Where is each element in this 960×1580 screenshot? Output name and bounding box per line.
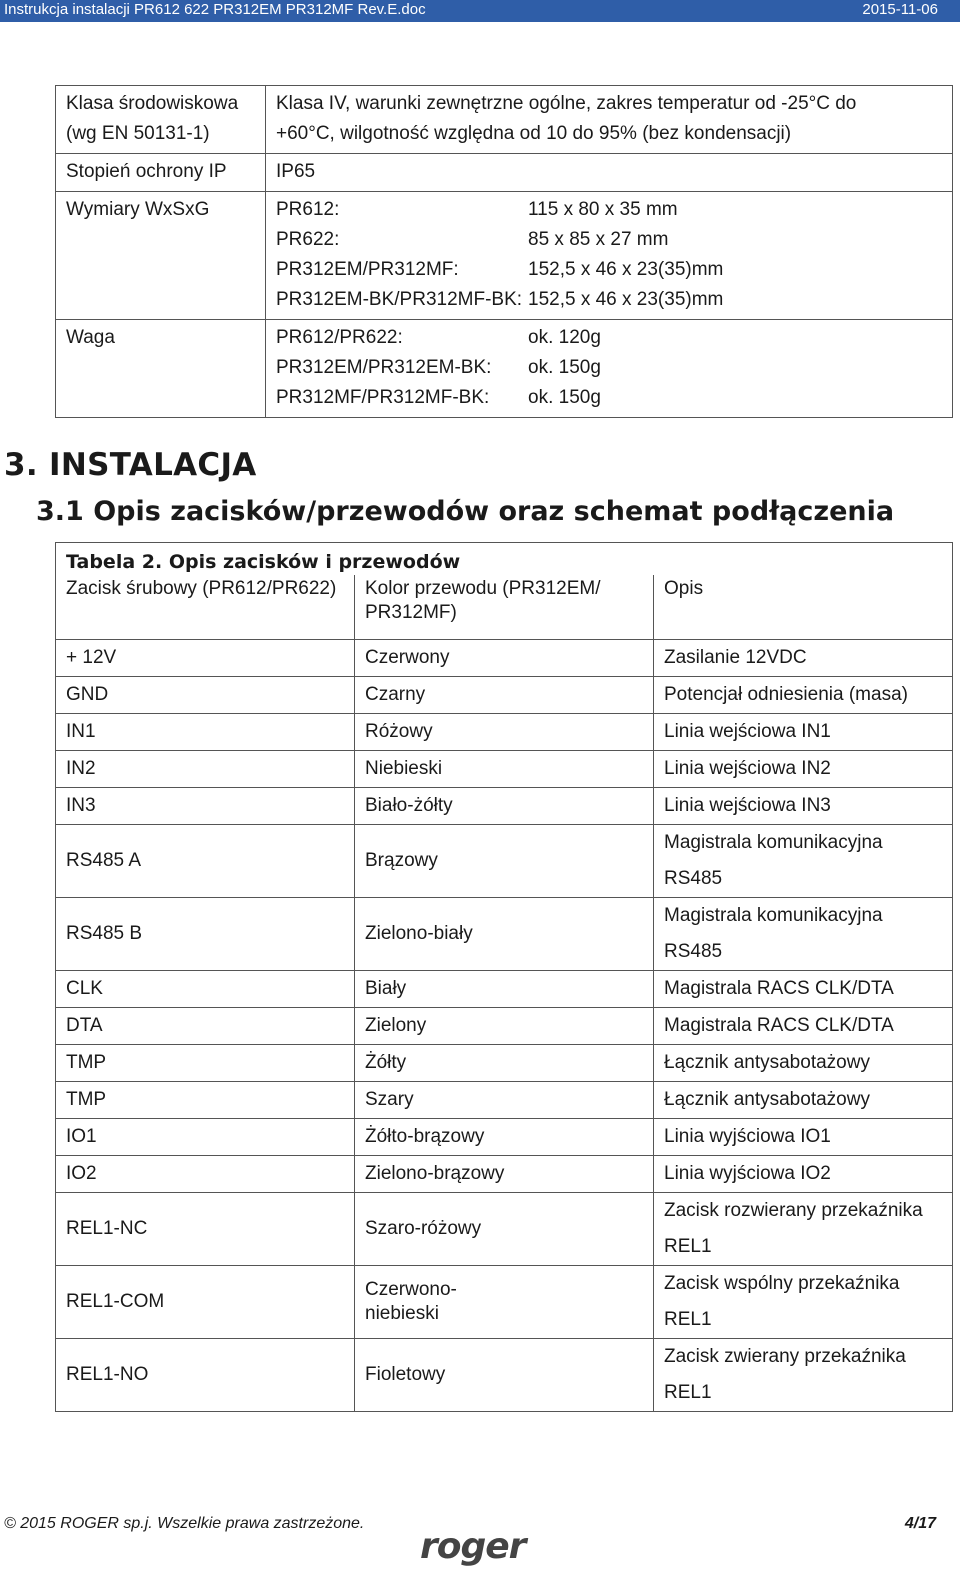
terminal-cell: IO1	[56, 1119, 355, 1156]
specification-table	[55, 85, 953, 418]
table-row	[56, 1008, 953, 1045]
terminal-cell: RS485 A	[56, 825, 355, 898]
description-cell: Magistrala komunikacyjna RS485	[654, 898, 953, 971]
spec-label: Stopień ochrony IP	[56, 154, 266, 192]
footer-page-number: 4/17	[904, 1515, 936, 1532]
wire-color-cell: Szaro-różowy	[355, 1193, 654, 1266]
terminal-cell: CLK	[56, 971, 355, 1008]
spec-value: Klasa IV, warunki zewnętrzne ogólne, zakres temperatur od -25°C do	[276, 93, 857, 114]
spec-row-environment-class	[56, 86, 953, 154]
spec-row-weight	[56, 320, 953, 418]
description-cell: Magistrala komunikacyjna RS485	[654, 825, 953, 898]
subsection-heading: 3.1 Opis zacisków/przewodów oraz schemat podłączenia	[36, 496, 895, 527]
wire-color-cell: Szary	[355, 1082, 654, 1119]
table-row	[56, 971, 953, 1008]
description-cell: Zasilanie 12VDC	[654, 640, 953, 677]
terminal-cell: RS485 B	[56, 898, 355, 971]
dimension-entry: PR312EM-BK/PR312MF-BK: 152,5 x 46 x 23(35)mm	[276, 289, 724, 310]
description-cell: Łącznik antysabotażowy	[654, 1082, 953, 1119]
description-cell: Łącznik antysabotażowy	[654, 1045, 953, 1082]
spec-label: Wymiary WxSxG	[56, 192, 266, 320]
terminal-cell: IN3	[56, 788, 355, 825]
table-row	[56, 1156, 953, 1193]
wire-color-cell: Żółty	[355, 1045, 654, 1082]
wire-color-cell: Różowy	[355, 714, 654, 751]
description-cell: Linia wyjściowa IO1	[654, 1119, 953, 1156]
spec-label: Klasa środowiskowa	[66, 93, 239, 114]
document-header-bar	[0, 0, 960, 22]
table-caption: Tabela 2. Opis zacisków i przewodów	[56, 543, 953, 576]
roger-logo: roger	[420, 1526, 526, 1567]
terminal-cell: IO2	[56, 1156, 355, 1193]
terminal-cell: TMP	[56, 1045, 355, 1082]
dimension-entry: PR622: 85 x 85 x 27 mm	[276, 229, 669, 250]
description-cell: Linia wyjściowa IO2	[654, 1156, 953, 1193]
table-header-row	[56, 575, 953, 640]
wire-color-cell: Żółto-brązowy	[355, 1119, 654, 1156]
dimension-entry: PR612: 115 x 80 x 35 mm	[276, 199, 678, 220]
document-filename: Instrukcja instalacji PR612 622 PR312EM PR312MF Rev.E.doc	[4, 1, 426, 18]
weight-entry: PR312MF/PR312MF-BK: ok. 150g	[276, 387, 601, 408]
description-cell: Zacisk wspólny przekaźnika REL1	[654, 1266, 953, 1339]
wire-color-cell: Czarny	[355, 677, 654, 714]
table-row	[56, 714, 953, 751]
wire-terminal-table	[55, 542, 953, 1412]
wire-color-cell: Zielony	[355, 1008, 654, 1045]
weight-entry: PR612/PR622: ok. 120g	[276, 327, 601, 348]
wire-color-cell: Biało-żółty	[355, 788, 654, 825]
wire-color-cell: Czerwono- niebieski	[355, 1266, 654, 1339]
wire-color-cell: Brązowy	[355, 825, 654, 898]
terminal-cell: IN2	[56, 751, 355, 788]
description-cell: Linia wejściowa IN2	[654, 751, 953, 788]
wire-color-cell: Zielono-brązowy	[355, 1156, 654, 1193]
weight-entry: PR312EM/PR312EM-BK: ok. 150g	[276, 357, 601, 378]
spec-row-dimensions	[56, 192, 953, 320]
footer-copyright: © 2015 ROGER sp.j. Wszelkie prawa zastrzeżone.	[4, 1515, 365, 1532]
table-row	[56, 1266, 953, 1339]
terminal-cell: REL1-NC	[56, 1193, 355, 1266]
terminal-cell: REL1-NO	[56, 1339, 355, 1412]
terminal-cell: REL1-COM	[56, 1266, 355, 1339]
table-row	[56, 1193, 953, 1266]
spec-value: IP65	[266, 154, 953, 192]
wire-color-cell: Fioletowy	[355, 1339, 654, 1412]
spec-label: Waga	[56, 320, 266, 418]
table-row	[56, 788, 953, 825]
table-row	[56, 1119, 953, 1156]
column-header-wire-color: Kolor przewodu (PR312EM/ PR312MF)	[355, 575, 654, 640]
wire-color-cell: Zielono-biały	[355, 898, 654, 971]
terminal-cell: DTA	[56, 1008, 355, 1045]
description-cell: Zacisk zwierany przekaźnika REL1	[654, 1339, 953, 1412]
wire-color-cell: Biały	[355, 971, 654, 1008]
dimension-entry: PR312EM/PR312MF: 152,5 x 46 x 23(35)mm	[276, 259, 724, 280]
description-cell: Potencjał odniesienia (masa)	[654, 677, 953, 714]
table-row	[56, 1339, 953, 1412]
description-cell: Linia wejściowa IN1	[654, 714, 953, 751]
terminal-cell: GND	[56, 677, 355, 714]
terminal-cell: + 12V	[56, 640, 355, 677]
table-row	[56, 1045, 953, 1082]
table-row	[56, 677, 953, 714]
table-row	[56, 898, 953, 971]
description-cell: Magistrala RACS CLK/DTA	[654, 971, 953, 1008]
section-heading: 3. INSTALACJA	[4, 447, 257, 483]
wire-color-cell: Czerwony	[355, 640, 654, 677]
column-header-terminal: Zacisk śrubowy (PR612/PR622)	[56, 575, 355, 640]
description-cell: Zacisk rozwierany przekaźnika REL1	[654, 1193, 953, 1266]
spec-label: (wg EN 50131-1)	[66, 123, 210, 144]
terminal-cell: TMP	[56, 1082, 355, 1119]
spec-value: +60°C, wilgotność względna od 10 do 95% (bez kondensacji)	[276, 123, 792, 144]
table-row	[56, 751, 953, 788]
spec-row-ip-rating	[56, 154, 953, 192]
description-cell: Linia wejściowa IN3	[654, 788, 953, 825]
document-date: 2015-11-06	[862, 1, 938, 18]
table-row	[56, 825, 953, 898]
terminal-cell: IN1	[56, 714, 355, 751]
table-caption-row	[56, 543, 953, 576]
table-row	[56, 1082, 953, 1119]
table-row	[56, 640, 953, 677]
wire-color-cell: Niebieski	[355, 751, 654, 788]
column-header-description: Opis	[654, 575, 953, 640]
description-cell: Magistrala RACS CLK/DTA	[654, 1008, 953, 1045]
